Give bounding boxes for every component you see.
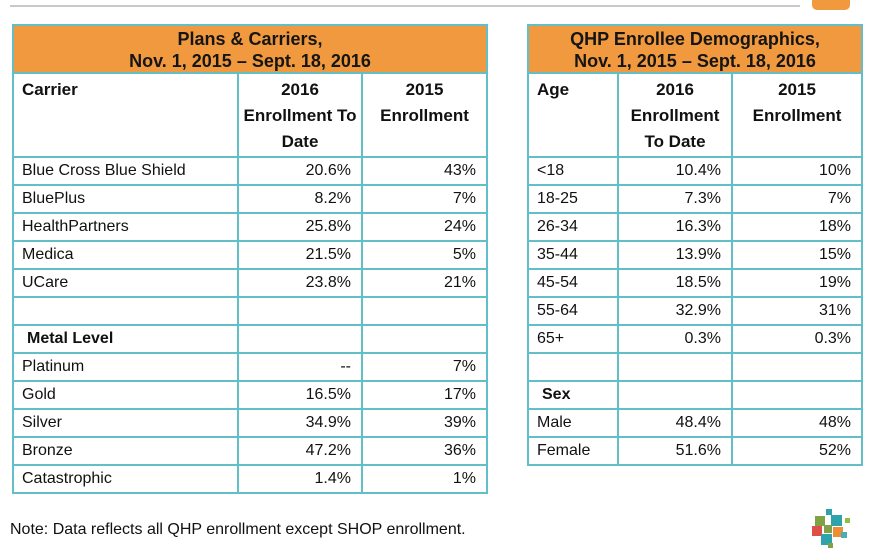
value-2015: 1% [362, 465, 487, 493]
row-label: Medica [13, 241, 238, 269]
column-header-row [528, 73, 862, 157]
row-label: Catastrophic [13, 465, 238, 493]
title-line-2: Nov. 1, 2015 – Sept. 18, 2016 [129, 51, 371, 71]
qhp-demographics-title [528, 25, 862, 73]
value-2015: 5% [362, 241, 487, 269]
value-2016: 16.3% [618, 213, 732, 241]
row-label: Female [528, 437, 618, 465]
value-2016: 51.6% [618, 437, 732, 465]
value-2016: 34.9% [238, 409, 362, 437]
value-2016 [618, 353, 732, 381]
table-row [528, 409, 862, 437]
value-2016: 7.3% [618, 185, 732, 213]
title-line-1: Plans & Carriers, [177, 29, 323, 49]
table-row [13, 185, 487, 213]
value-2016: 10.4% [618, 157, 732, 185]
logo-square [824, 525, 832, 533]
table-title-row [528, 25, 862, 73]
row-label: 65+ [528, 325, 618, 353]
column-header-age: Age [528, 73, 618, 157]
value-2015: 36% [362, 437, 487, 465]
title-line-1: QHP Enrollee Demographics, [570, 29, 820, 49]
row-label: Sex [528, 381, 618, 409]
spacer-row [13, 297, 487, 325]
value-2016: 25.8% [238, 213, 362, 241]
value-2015: 18% [732, 213, 862, 241]
value-2016: 18.5% [618, 269, 732, 297]
value-2016: -- [238, 353, 362, 381]
table-row [13, 213, 487, 241]
title-line-2: Nov. 1, 2015 – Sept. 18, 2016 [574, 51, 816, 71]
value-2016: 1.4% [238, 465, 362, 493]
table-row [13, 437, 487, 465]
column-header-row [13, 73, 487, 157]
row-label: 45-54 [528, 269, 618, 297]
table-row [13, 381, 487, 409]
plans-carriers-table [12, 24, 488, 494]
row-label: Gold [13, 381, 238, 409]
table-row [528, 269, 862, 297]
value-2015 [732, 353, 862, 381]
value-2015: 31% [732, 297, 862, 325]
value-2016: 20.6% [238, 157, 362, 185]
value-2016: 16.5% [238, 381, 362, 409]
table-row [528, 297, 862, 325]
value-2015: 19% [732, 269, 862, 297]
mnsure-logo-icon [812, 509, 854, 550]
value-2015: 7% [732, 185, 862, 213]
row-label: 26-34 [528, 213, 618, 241]
qhp-demographics-table [527, 24, 863, 466]
value-2016: 21.5% [238, 241, 362, 269]
value-2015: 17% [362, 381, 487, 409]
value-2015 [362, 297, 487, 325]
value-2015: 39% [362, 409, 487, 437]
row-label: 35-44 [528, 241, 618, 269]
table-row [13, 157, 487, 185]
logo-square [831, 515, 842, 526]
row-label: Bronze [13, 437, 238, 465]
column-header-2015-enrollment: 2015 Enrollment [732, 73, 862, 157]
value-2015: 52% [732, 437, 862, 465]
value-2016 [238, 297, 362, 325]
value-2015: 48% [732, 409, 862, 437]
table-row [528, 437, 862, 465]
table-title-row [13, 25, 487, 73]
value-2016: 8.2% [238, 185, 362, 213]
table-row [528, 241, 862, 269]
row-label: BluePlus [13, 185, 238, 213]
value-2015: 10% [732, 157, 862, 185]
top-divider-line [10, 5, 800, 7]
row-label: Platinum [13, 353, 238, 381]
row-label: Metal Level [13, 325, 238, 353]
value-2015: 15% [732, 241, 862, 269]
column-header-2016-enrollment: 2016 Enrollment To Date [238, 73, 362, 157]
value-2016: 47.2% [238, 437, 362, 465]
value-2016 [618, 381, 732, 409]
table-row [13, 353, 487, 381]
orange-corner-tab [812, 0, 850, 10]
row-label [13, 297, 238, 325]
row-label: 18-25 [528, 185, 618, 213]
logo-square [841, 532, 847, 538]
table-row [528, 325, 862, 353]
row-label: HealthPartners [13, 213, 238, 241]
row-label: UCare [13, 269, 238, 297]
table-row [528, 213, 862, 241]
value-2016: 48.4% [618, 409, 732, 437]
value-2016: 13.9% [618, 241, 732, 269]
row-label [528, 353, 618, 381]
logo-square [828, 543, 833, 548]
value-2016: 32.9% [618, 297, 732, 325]
row-label: Silver [13, 409, 238, 437]
value-2015: 21% [362, 269, 487, 297]
row-label: Blue Cross Blue Shield [13, 157, 238, 185]
table-row [13, 465, 487, 493]
row-label: Male [528, 409, 618, 437]
value-2015: 7% [362, 185, 487, 213]
logo-square [845, 518, 850, 523]
table-row [13, 241, 487, 269]
table-row [528, 185, 862, 213]
value-2015: 7% [362, 353, 487, 381]
section-header-row [528, 381, 862, 409]
value-2015 [732, 381, 862, 409]
value-2016 [238, 325, 362, 353]
table-row [13, 409, 487, 437]
value-2016: 23.8% [238, 269, 362, 297]
plans-carriers-title [13, 25, 487, 73]
value-2016: 0.3% [618, 325, 732, 353]
value-2015 [362, 325, 487, 353]
spacer-row [528, 353, 862, 381]
footnote: Note: Data reflects all QHP enrollment except SHOP enrollment. [10, 521, 466, 538]
column-header-2016-enrollment: 2016 Enrollment To Date [618, 73, 732, 157]
row-label: <18 [528, 157, 618, 185]
column-header-carrier: Carrier [13, 73, 238, 157]
value-2015: 43% [362, 157, 487, 185]
column-header-2015-enrollment: 2015 Enrollment [362, 73, 487, 157]
table-row [13, 269, 487, 297]
value-2015: 0.3% [732, 325, 862, 353]
table-row [528, 157, 862, 185]
value-2015: 24% [362, 213, 487, 241]
row-label: 55-64 [528, 297, 618, 325]
section-header-row [13, 325, 487, 353]
